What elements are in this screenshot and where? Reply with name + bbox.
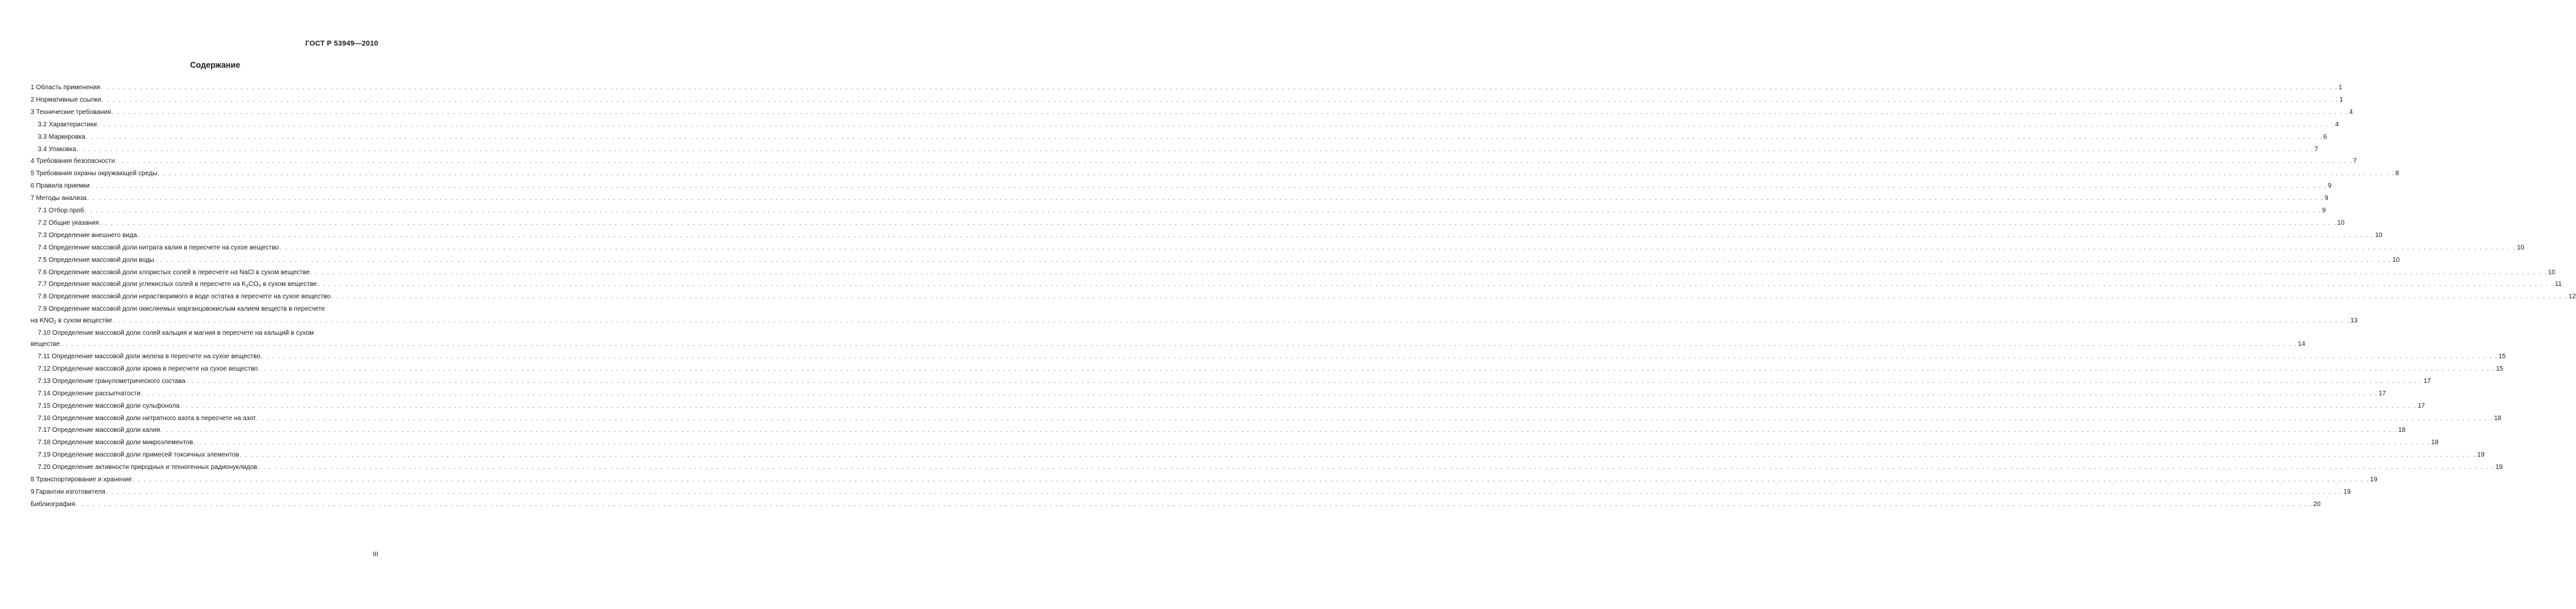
- toc-entry[interactable]: [38, 219, 2345, 227]
- toc-entry[interactable]: [38, 244, 2525, 252]
- toc-entry-title: 7.15 Определение массовой доли сульфонола: [38, 402, 180, 410]
- toc-entry[interactable]: [31, 329, 2305, 349]
- toc-entry-title: 7.5 Определение массовой доли воды: [38, 256, 154, 264]
- document-code: ГОСТ Р 53949—2010: [305, 40, 378, 48]
- dot-leader: . . . . . . . . . . . . . . . . . . . . . . . . . . . . . . . . . . . . . . . . . . . . . . . . . . . . . . . . . . . . . . . . . . . . . . . . . . . . . . . . . . . . . . . . . . . . . . . . . . . . . . . . . . . . . . . . . . . . . . . . . . . . . . . . . . . . . . . . . . . . . . . . . . . . . . . . . . . . . . . . . . . . . . . . . . . . . . . . . . . . . . . . . . . . . . . . . . . . . . . . . . . . . . . . . . . . . . . . . . . . . . . . . . . . . . . . . . . . . . . . . . . . . . . . . . . . . . . . . . . . . . . . . . . . . . . . . . . . . . . . . . . . . . . . . . . . . . . . . . . . . . . . . . . . . . . . . . . . . . . . . . . . . . . . . . . . . . . . . . . . . . . . . . . . . . . . . . . . . . . . . . . . . . . . . . . . . . . . . . . . . . . . . . . . . . . . . . . . . . . .: [331, 293, 2568, 300]
- toc-page-number: 1: [2339, 96, 2344, 104]
- toc-entry-title: 5 Требования охраны окружающей среды: [31, 170, 158, 178]
- toc-entry-title: 7.10 Определение массовой доли солей кальция и магния в пересчете на кальций в сухом: [38, 329, 314, 337]
- toc-page-number: 15: [2499, 353, 2506, 360]
- dot-leader: . . . . . . . . . . . . . . . . . . . . . . . . . . . . . . . . . . . . . . . . . . . . . . . . . . . . . . . . . . . . . . . . . . . . . . . . . . . . . . . . . . . . . . . . . . . . . . . . . . . . . . . . . . . . . . . . . . . . . . . . . . . . . . . . . . . . . . . . . . . . . . . . . . . . . . . . . . . . . . . . . . . . . . . . . . . . . . . . . . . . . . . . . . . . . . . . . . . . . . . . . . . . . . . . . . . . . . . . . . . . . . . . . . . . . . . . . . . . . . . . . . . . . . . . . . . . . . . . . . . . . . . . . . . . . . . . . . . . . . . . . . . . . . . . . . . . . . . . . . . . . . . . . . . . . . . . . . . . . . . . . . . . . . . . . . . . . . . . . . . . . . . . . . . . . . . . . . . . . . . . . . . . . . . . . . . . . . . . . . . . . . . . . . . . . . . . . . . . . . . .: [87, 195, 2324, 202]
- toc-page-number: 13: [2350, 317, 2358, 324]
- dot-leader: . . . . . . . . . . . . . . . . . . . . . . . . . . . . . . . . . . . . . . . . . . . . . . . . . . . . . . . . . . . . . . . . . . . . . . . . . . . . . . . . . . . . . . . . . . . . . . . . . . . . . . . . . . . . . . . . . . . . . . . . . . . . . . . . . . . . . . . . . . . . . . . . . . . . . . . . . . . . . . . . . . . . . . . . . . . . . . . . . . . . . . . . . . . . . . . . . . . . . . . . . . . . . . . . . . . . . . . . . . . . . . . . . . . . . . . . . . . . . . . . . . . . . . . . . . . . . . . . . . . . . . . . . . . . . . . . . . . . . . . . . . . . . . . . . . . . . . . . . . . . . . . . . . . . . . . . . . . . . . . . . . . . . . . . . . . . . . . . . . . . . . . . . . . . . . . . . . . . . . . . . . . . . . . . . . . . . . . . . . . . . . . . . . . . . . . . . . . . . . . .: [102, 96, 2339, 103]
- dot-leader: . . . . . . . . . . . . . . . . . . . . . . . . . . . . . . . . . . . . . . . . . . . . . . . . . . . . . . . . . . . . . . . . . . . . . . . . . . . . . . . . . . . . . . . . . . . . . . . . . . . . . . . . . . . . . . . . . . . . . . . . . . . . . . . . . . . . . . . . . . . . . . . . . . . . . . . . . . . . . . . . . . . . . . . . . . . . . . . . . . . . . . . . . . . . . . . . . . . . . . . . . . . . . . . . . . . . . . . . . . . . . . . . . . . . . . . . . . . . . . . . . . . . . . . . . . . . . . . . . . . . . . . . . . . . . . . . . . . . . . . . . . . . . . . . . . . . . . . . . . . . . . . . . . . . . . . . . . . . . . . . . . . . . . . . . . . . . . . . . . . . . . . . . . . . . . . . . . . . . . . . . . . . . . . . . . . . . . . . . . . . . . . . . . . . . . . . . . . . . . . .: [90, 182, 2327, 190]
- toc-page-number: 18: [2431, 439, 2439, 447]
- dot-leader: . . . . . . . . . . . . . . . . . . . . . . . . . . . . . . . . . . . . . . . . . . . . . . . . . . . . . . . . . . . . . . . . . . . . . . . . . . . . . . . . . . . . . . . . . . . . . . . . . . . . . . . . . . . . . . . . . . . . . . . . . . . . . . . . . . . . . . . . . . . . . . . . . . . . . . . . . . . . . . . . . . . . . . . . . . . . . . . . . . . . . . . . . . . . . . . . . . . . . . . . . . . . . . . . . . . . . . . . . . . . . . . . . . . . . . . . . . . . . . . . . . . . . . . . . . . . . . . . . . . . . . . . . . . . . . . . . . . . . . . . . . . . . . . . . . . . . . . . . . . . . . . . . . . . . . . . . . . . . . . . . . . . . . . . . . . . . . . . . . . . . . . . . . . . . . . . . . . . . . . . . . . . . . . . . . . . . . . . . . . . . . . . . . . . . . . . . . . . . . . .: [115, 158, 2353, 165]
- toc-page-number: 11: [2555, 281, 2562, 289]
- toc-entry[interactable]: [31, 96, 2344, 104]
- toc-entry-title: 7.1 Отбор проб: [38, 207, 84, 214]
- toc-entry[interactable]: [38, 438, 2439, 447]
- toc-page-number: 19: [2477, 451, 2485, 459]
- toc-entry[interactable]: [38, 352, 2506, 361]
- toc-entry-title: 7.6 Определение массовой доли хлористых солей в пересчете на NaCl в сухом веществе: [38, 268, 310, 276]
- toc-page-number: 18: [2494, 414, 2502, 422]
- dot-leader: . . . . . . . . . . . . . . . . . . . . . . . . . . . . . . . . . . . . . . . . . . . . . . . . . . . . . . . . . . . . . . . . . . . . . . . . . . . . . . . . . . . . . . . . . . . . . . . . . . . . . . . . . . . . . . . . . . . . . . . . . . . . . . . . . . . . . . . . . . . . . . . . . . . . . . . . . . . . . . . . . . . . . . . . . . . . . . . . . . . . . . . . . . . . . . . . . . . . . . . . . . . . . . . . . . . . . . . . . . . . . . . . . . . . . . . . . . . . . . . . . . . . . . . . . . . . . . . . . . . . . . . . . . . . . . . . . . . . . . . . . . . . . . . . . . . . . . . . . . . . . . . . . . . . . . . . . . . . . . . . . . . . . . . . . . . . . . . . . . . . . . . . . . . . . . . . . . . . . . . . . . . . . . . . . . . . . . . . . . . . . . . . . . . . . . . . . . . . . . . .: [84, 207, 2322, 214]
- toc-page-number: 20: [2313, 500, 2321, 508]
- toc-page-number: 17: [2423, 377, 2431, 385]
- dot-leader: . . . . . . . . . . . . . . . . . . . . . . . . . . . . . . . . . . . . . . . . . . . . . . . . . . . . . . . . . . . . . . . . . . . . . . . . . . . . . . . . . . . . . . . . . . . . . . . . . . . . . . . . . . . . . . . . . . . . . . . . . . . . . . . . . . . . . . . . . . . . . . . . . . . . . . . . . . . . . . . . . . . . . . . . . . . . . . . . . . . . . . . . . . . . . . . . . . . . . . . . . . . . . . . . . . . . . . . . . . . . . . . . . . . . . . . . . . . . . . . . . . . . . . . . . . . . . . . . . . . . . . . . . . . . . . . . . . . . . . . . . . . . . . . . . . . . . . . . . . . . . . . . . . . . . . . . . . . . . . . . . . . . . . . . . . . . . . . . . . . . . . . . . . . . . . . . . . . . . . . . . . . . . . . . . . . . . . . . . . . . . . . . . . . . . . . . . . . . . . . .: [180, 402, 2417, 409]
- dot-leader: . . . . . . . . . . . . . . . . . . . . . . . . . . . . . . . . . . . . . . . . . . . . . . . . . . . . . . . . . . . . . . . . . . . . . . . . . . . . . . . . . . . . . . . . . . . . . . . . . . . . . . . . . . . . . . . . . . . . . . . . . . . . . . . . . . . . . . . . . . . . . . . . . . . . . . . . . . . . . . . . . . . . . . . . . . . . . . . . . . . . . . . . . . . . . . . . . . . . . . . . . . . . . . . . . . . . . . . . . . . . . . . . . . . . . . . . . . . . . . . . . . . . . . . . . . . . . . . . . . . . . . . . . . . . . . . . . . . . . . . . . . . . . . . . . . . . . . . . . . . . . . . . . . . . . . . . . . . . . . . . . . . . . . . . . . . . . . . . . . . . . . . . . . . . . . . . . . . . . . . . . . . . . . . . . . . . . . . . . . . . . . . . . . . . . . . . . . . . . . . .: [100, 219, 2337, 226]
- toc-entry-title: 7.18 Определение массовой доли микроэлементов: [38, 439, 193, 447]
- toc-page-number: 9: [2324, 195, 2329, 203]
- toc-entry[interactable]: [38, 426, 2406, 434]
- dot-leader: . . . . . . . . . . . . . . . . . . . . . . . . . . . . . . . . . . . . . . . . . . . . . . . . . . . . . . . . . . . . . . . . . . . . . . . . . . . . . . . . . . . . . . . . . . . . . . . . . . . . . . . . . . . . . . . . . . . . . . . . . . . . . . . . . . . . . . . . . . . . . . . . . . . . . . . . . . . . . . . . . . . . . . . . . . . . . . . . . . . . . . . . . . . . . . . . . . . . . . . . . . . . . . . . . . . . . . . . . . . . . . . . . . . . . . . . . . . . . . . . . . . . . . . . . . . . . . . . . . . . . . . . . . . . . . . . . . . . . . . . . . . . . . . . . . . . . . . . . . . . . . . . . . . . . . . . . . . . . . . . . . . . . . . . . . . . . . . . . . . . . . . . . . . . . . . . . . . . . . . . . . . . . . . . . . . . . . . . . . . . . . . . . . . . . . . . . . . . . . . .: [279, 244, 2517, 251]
- toc-entry[interactable]: [38, 414, 2502, 423]
- toc-page-number: 9: [2327, 182, 2332, 190]
- toc-entry-title: 2 Нормативные ссылки: [31, 96, 102, 104]
- toc-entry-title-continued: веществе: [31, 341, 60, 348]
- toc-entry[interactable]: [31, 182, 2332, 190]
- page-number: III: [372, 551, 378, 558]
- toc-entry[interactable]: [31, 475, 2377, 484]
- toc-entry[interactable]: [31, 157, 2357, 165]
- toc-page-number: 1: [2338, 84, 2342, 91]
- toc-entry[interactable]: [38, 451, 2485, 459]
- toc-page-number: 10: [2337, 219, 2345, 227]
- toc-entry[interactable]: [31, 169, 2400, 178]
- dot-leader: . . . . . . . . . . . . . . . . . . . . . . . . . . . . . . . . . . . . . . . . . . . . . . . . . . . . . . . . . . . . . . . . . . . . . . . . . . . . . . . . . . . . . . . . . . . . . . . . . . . . . . . . . . . . . . . . . . . . . . . . . . . . . . . . . . . . . . . . . . . . . . . . . . . . . . . . . . . . . . . . . . . . . . . . . . . . . . . . . . . . . . . . . . . . . . . . . . . . . . . . . . . . . . . . . . . . . . . . . . . . . . . . . . . . . . . . . . . . . . . . . . . . . . . . . . . . . . . . . . . . . . . . . . . . . . . . . . . . . . . . . . . . . . . . . . . . . . . . . . . . . . . . . . . . . . . . . . . . . . . . . . . . . . . . . . . . . . . . . . . . . . . . . . . . . . . . . . . . . . . . . . . . . . . . . . . . . . . . . . . . . . . . . . . . . . . . . . . . . . . .: [160, 427, 2398, 434]
- toc-page-number: 17: [2417, 402, 2425, 410]
- toc-entry-title: 7 Методы анализа: [31, 195, 87, 203]
- dot-leader: . . . . . . . . . . . . . . . . . . . . . . . . . . . . . . . . . . . . . . . . . . . . . . . . . . . . . . . . . . . . . . . . . . . . . . . . . . . . . . . . . . . . . . . . . . . . . . . . . . . . . . . . . . . . . . . . . . . . . . . . . . . . . . . . . . . . . . . . . . . . . . . . . . . . . . . . . . . . . . . . . . . . . . . . . . . . . . . . . . . . . . . . . . . . . . . . . . . . . . . . . . . . . . . . . . . . . . . . . . . . . . . . . . . . . . . . . . . . . . . . . . . . . . . . . . . . . . . . . . . . . . . . . . . . . . . . . . . . . . . . . . . . . . . . . . . . . . . . . . . . . . . . . . . . . . . . . . . . . . . . . . . . . . . . . . . . . . . . . . . . . . . . . . . . . . . . . . . . . . . . . . . . . . . . . . . . . . . . . . . . . . . . . . . . . . . . . . . . . . . .: [193, 439, 2431, 446]
- toc-entry-title: 7.13 Определение гранулометрического состава: [38, 377, 186, 385]
- toc-page-number: 19: [2370, 476, 2377, 483]
- toc-entry[interactable]: [38, 365, 2504, 373]
- toc-entry[interactable]: [38, 280, 2562, 289]
- toc-entry[interactable]: [38, 389, 2386, 398]
- toc-entry-title: Библиография: [31, 500, 76, 508]
- dot-leader: . . . . . . . . . . . . . . . . . . . . . . . . . . . . . . . . . . . . . . . . . . . . . . . . . . . . . . . . . . . . . . . . . . . . . . . . . . . . . . . . . . . . . . . . . . . . . . . . . . . . . . . . . . . . . . . . . . . . . . . . . . . . . . . . . . . . . . . . . . . . . . . . . . . . . . . . . . . . . . . . . . . . . . . . . . . . . . . . . . . . . . . . . . . . . . . . . . . . . . . . . . . . . . . . . . . . . . . . . . . . . . . . . . . . . . . . . . . . . . . . . . . . . . . . . . . . . . . . . . . . . . . . . . . . . . . . . . . . . . . . . . . . . . . . . . . . . . . . . . . . . . . . . . . . . . . . . . . . . . . . . . . . . . . . . . . . . . . . . . . . . . . . . . . . . . . . . . . . . . . . . . . . . . . . . . . . . . . . . . . . . . . . . . . . . . . . . . . . . . . .: [310, 268, 2547, 276]
- toc-entry-title: 9 Гарантии изготовителя: [31, 488, 105, 496]
- toc-entry-title: 7.7 Определение массовой доли углекислых солей в пересчете на $K_2CO_3$ в сухом веществе: [38, 281, 317, 289]
- toc-entry-title: 7.9 Определение массовой доли окисляемых марганцовокислым калием веществ в пересчете: [38, 305, 325, 313]
- toc-page-number: 17: [2378, 389, 2386, 397]
- toc-entry[interactable]: [38, 292, 2576, 301]
- toc-entry[interactable]: [38, 120, 2339, 129]
- toc-entry[interactable]: [31, 194, 2329, 203]
- toc-page-number: 6: [2323, 133, 2327, 141]
- toc-entry[interactable]: [38, 256, 2400, 264]
- dot-leader: . . . . . . . . . . . . . . . . . . . . . . . . . . . . . . . . . . . . . . . . . . . . . . . . . . . . . . . . . . . . . . . . . . . . . . . . . . . . . . . . . . . . . . . . . . . . . . . . . . . . . . . . . . . . . . . . . . . . . . . . . . . . . . . . . . . . . . . . . . . . . . . . . . . . . . . . . . . . . . . . . . . . . . . . . . . . . . . . . . . . . . . . . . . . . . . . . . . . . . . . . . . . . . . . . . . . . . . . . . . . . . . . . . . . . . . . . . . . . . . . . . . . . . . . . . . . . . . . . . . . . . . . . . . . . . . . . . . . . . . . . . . . . . . . . . . . . . . . . . . . . . . . . . . . . . . . . . . . . . . . . . . . . . . . . . . . . . . . . . . . . . . . . . . . . . . . . . . . . . . . . . . . . . . . . . . . . . . . . . . . . . . . . . . . . . . . . . . . . . . .: [113, 317, 2350, 324]
- toc-page-number: 18: [2398, 427, 2406, 434]
- dot-leader: . . . . . . . . . . . . . . . . . . . . . . . . . . . . . . . . . . . . . . . . . . . . . . . . . . . . . . . . . . . . . . . . . . . . . . . . . . . . . . . . . . . . . . . . . . . . . . . . . . . . . . . . . . . . . . . . . . . . . . . . . . . . . . . . . . . . . . . . . . . . . . . . . . . . . . . . . . . . . . . . . . . . . . . . . . . . . . . . . . . . . . . . . . . . . . . . . . . . . . . . . . . . . . . . . . . . . . . . . . . . . . . . . . . . . . . . . . . . . . . . . . . . . . . . . . . . . . . . . . . . . . . . . . . . . . . . . . . . . . . . . . . . . . . . . . . . . . . . . . . . . . . . . . . . . . . . . . . . . . . . . . . . . . . . . . . . . . . . . . . . . . . . . . . . . . . . . . . . . . . . . . . . . . . . . . . . . . . . . . . . . . . . . . . . . . . . . . . . . . . .: [85, 133, 2323, 140]
- toc-entry-title: 7.2 Общие указания: [38, 219, 100, 227]
- toc-page-number: 7: [2314, 145, 2318, 153]
- toc-entry-title: 3.3 Маркировка: [38, 133, 85, 141]
- toc-entry[interactable]: [38, 377, 2431, 386]
- toc-entry-title: 7.3 Определение внешнего вида: [38, 231, 137, 239]
- toc-page-number: 8: [2395, 170, 2400, 178]
- toc-page-number: 7: [2353, 158, 2357, 165]
- toc-entry-title: 3 Технические требования: [31, 108, 111, 116]
- dot-leader: . . . . . . . . . . . . . . . . . . . . . . . . . . . . . . . . . . . . . . . . . . . . . . . . . . . . . . . . . . . . . . . . . . . . . . . . . . . . . . . . . . . . . . . . . . . . . . . . . . . . . . . . . . . . . . . . . . . . . . . . . . . . . . . . . . . . . . . . . . . . . . . . . . . . . . . . . . . . . . . . . . . . . . . . . . . . . . . . . . . . . . . . . . . . . . . . . . . . . . . . . . . . . . . . . . . . . . . . . . . . . . . . . . . . . . . . . . . . . . . . . . . . . . . . . . . . . . . . . . . . . . . . . . . . . . . . . . . . . . . . . . . . . . . . . . . . . . . . . . . . . . . . . . . . . . . . . . . . . . . . . . . . . . . . . . . . . . . . . . . . . . . . . . . . . . . . . . . . . . . . . . . . . . . . . . . . . . . . . . . . . . . . . . . . . . . . . . . . . . . .: [186, 377, 2423, 384]
- dot-leader: . . . . . . . . . . . . . . . . . . . . . . . . . . . . . . . . . . . . . . . . . . . . . . . . . . . . . . . . . . . . . . . . . . . . . . . . . . . . . . . . . . . . . . . . . . . . . . . . . . . . . . . . . . . . . . . . . . . . . . . . . . . . . . . . . . . . . . . . . . . . . . . . . . . . . . . . . . . . . . . . . . . . . . . . . . . . . . . . . . . . . . . . . . . . . . . . . . . . . . . . . . . . . . . . . . . . . . . . . . . . . . . . . . . . . . . . . . . . . . . . . . . . . . . . . . . . . . . . . . . . . . . . . . . . . . . . . . . . . . . . . . . . . . . . . . . . . . . . . . . . . . . . . . . . . . . . . . . . . . . . . . . . . . . . . . . . . . . . . . . . . . . . . . . . . . . . . . . . . . . . . . . . . . . . . . . . . . . . . . . . . . . . . . . . . . . . . . . . . . . .: [105, 488, 2343, 495]
- dot-leader: . . . . . . . . . . . . . . . . . . . . . . . . . . . . . . . . . . . . . . . . . . . . . . . . . . . . . . . . . . . . . . . . . . . . . . . . . . . . . . . . . . . . . . . . . . . . . . . . . . . . . . . . . . . . . . . . . . . . . . . . . . . . . . . . . . . . . . . . . . . . . . . . . . . . . . . . . . . . . . . . . . . . . . . . . . . . . . . . . . . . . . . . . . . . . . . . . . . . . . . . . . . . . . . . . . . . . . . . . . . . . . . . . . . . . . . . . . . . . . . . . . . . . . . . . . . . . . . . . . . . . . . . . . . . . . . . . . . . . . . . . . . . . . . . . . . . . . . . . . . . . . . . . . . . . . . . . . . . . . . . . . . . . . . . . . . . . . . . . . . . . . . . . . . . . . . . . . . . . . . . . . . . . . . . . . . . . . . . . . . . . . . . . . . . . . . . . . . . . . . .: [240, 451, 2477, 459]
- dot-leader: . . . . . . . . . . . . . . . . . . . . . . . . . . . . . . . . . . . . . . . . . . . . . . . . . . . . . . . . . . . . . . . . . . . . . . . . . . . . . . . . . . . . . . . . . . . . . . . . . . . . . . . . . . . . . . . . . . . . . . . . . . . . . . . . . . . . . . . . . . . . . . . . . . . . . . . . . . . . . . . . . . . . . . . . . . . . . . . . . . . . . . . . . . . . . . . . . . . . . . . . . . . . . . . . . . . . . . . . . . . . . . . . . . . . . . . . . . . . . . . . . . . . . . . . . . . . . . . . . . . . . . . . . . . . . . . . . . . . . . . . . . . . . . . . . . . . . . . . . . . . . . . . . . . . . . . . . . . . . . . . . . . . . . . . . . . . . . . . . . . . . . . . . . . . . . . . . . . . . . . . . . . . . . . . . . . . . . . . . . . . . . . . . . . . . . . . . . . . . . . .: [100, 84, 2338, 91]
- dot-leader: . . . . . . . . . . . . . . . . . . . . . . . . . . . . . . . . . . . . . . . . . . . . . . . . . . . . . . . . . . . . . . . . . . . . . . . . . . . . . . . . . . . . . . . . . . . . . . . . . . . . . . . . . . . . . . . . . . . . . . . . . . . . . . . . . . . . . . . . . . . . . . . . . . . . . . . . . . . . . . . . . . . . . . . . . . . . . . . . . . . . . . . . . . . . . . . . . . . . . . . . . . . . . . . . . . . . . . . . . . . . . . . . . . . . . . . . . . . . . . . . . . . . . . . . . . . . . . . . . . . . . . . . . . . . . . . . . . . . . . . . . . . . . . . . . . . . . . . . . . . . . . . . . . . . . . . . . . . . . . . . . . . . . . . . . . . . . . . . . . . . . . . . . . . . . . . . . . . . . . . . . . . . . . . . . . . . . . . . . . . . . . . . . . . . . . . . . . . . . . . .: [60, 341, 2297, 348]
- dot-leader: . . . . . . . . . . . . . . . . . . . . . . . . . . . . . . . . . . . . . . . . . . . . . . . . . . . . . . . . . . . . . . . . . . . . . . . . . . . . . . . . . . . . . . . . . . . . . . . . . . . . . . . . . . . . . . . . . . . . . . . . . . . . . . . . . . . . . . . . . . . . . . . . . . . . . . . . . . . . . . . . . . . . . . . . . . . . . . . . . . . . . . . . . . . . . . . . . . . . . . . . . . . . . . . . . . . . . . . . . . . . . . . . . . . . . . . . . . . . . . . . . . . . . . . . . . . . . . . . . . . . . . . . . . . . . . . . . . . . . . . . . . . . . . . . . . . . . . . . . . . . . . . . . . . . . . . . . . . . . . . . . . . . . . . . . . . . . . . . . . . . . . . . . . . . . . . . . . . . . . . . . . . . . . . . . . . . . . . . . . . . . . . . . . . . . . . . . . . . . . . .: [256, 414, 2494, 421]
- toc-entry[interactable]: [38, 231, 2383, 240]
- toc-entry-title: 7.20 Определение активности природных и техногенных радионуклидов: [38, 464, 258, 472]
- dot-leader: . . . . . . . . . . . . . . . . . . . . . . . . . . . . . . . . . . . . . . . . . . . . . . . . . . . . . . . . . . . . . . . . . . . . . . . . . . . . . . . . . . . . . . . . . . . . . . . . . . . . . . . . . . . . . . . . . . . . . . . . . . . . . . . . . . . . . . . . . . . . . . . . . . . . . . . . . . . . . . . . . . . . . . . . . . . . . . . . . . . . . . . . . . . . . . . . . . . . . . . . . . . . . . . . . . . . . . . . . . . . . . . . . . . . . . . . . . . . . . . . . . . . . . . . . . . . . . . . . . . . . . . . . . . . . . . . . . . . . . . . . . . . . . . . . . . . . . . . . . . . . . . . . . . . . . . . . . . . . . . . . . . . . . . . . . . . . . . . . . . . . . . . . . . . . . . . . . . . . . . . . . . . . . . . . . . . . . . . . . . . . . . . . . . . . . . . . . . . . . . .: [137, 231, 2375, 238]
- toc-entry[interactable]: [38, 463, 2503, 472]
- toc-page-number: 14: [2297, 341, 2305, 348]
- toc-entry-title: 7.12 Определение массовой доли хрома в пересчете на сухое вещество: [38, 365, 258, 373]
- toc-entry[interactable]: [31, 83, 2342, 92]
- dot-leader: . . . . . . . . . . . . . . . . . . . . . . . . . . . . . . . . . . . . . . . . . . . . . . . . . . . . . . . . . . . . . . . . . . . . . . . . . . . . . . . . . . . . . . . . . . . . . . . . . . . . . . . . . . . . . . . . . . . . . . . . . . . . . . . . . . . . . . . . . . . . . . . . . . . . . . . . . . . . . . . . . . . . . . . . . . . . . . . . . . . . . . . . . . . . . . . . . . . . . . . . . . . . . . . . . . . . . . . . . . . . . . . . . . . . . . . . . . . . . . . . . . . . . . . . . . . . . . . . . . . . . . . . . . . . . . . . . . . . . . . . . . . . . . . . . . . . . . . . . . . . . . . . . . . . . . . . . . . . . . . . . . . . . . . . . . . . . . . . . . . . . . . . . . . . . . . . . . . . . . . . . . . . . . . . . . . . . . . . . . . . . . . . . . . . . . . . . . . . . . . .: [77, 145, 2314, 152]
- dot-leader: . . . . . . . . . . . . . . . . . . . . . . . . . . . . . . . . . . . . . . . . . . . . . . . . . . . . . . . . . . . . . . . . . . . . . . . . . . . . . . . . . . . . . . . . . . . . . . . . . . . . . . . . . . . . . . . . . . . . . . . . . . . . . . . . . . . . . . . . . . . . . . . . . . . . . . . . . . . . . . . . . . . . . . . . . . . . . . . . . . . . . . . . . . . . . . . . . . . . . . . . . . . . . . . . . . . . . . . . . . . . . . . . . . . . . . . . . . . . . . . . . . . . . . . . . . . . . . . . . . . . . . . . . . . . . . . . . . . . . . . . . . . . . . . . . . . . . . . . . . . . . . . . . . . . . . . . . . . . . . . . . . . . . . . . . . . . . . . . . . . . . . . . . . . . . . . . . . . . . . . . . . . . . . . . . . . . . . . . . . . . . . . . . . . . . . . . . . . . . . . .: [154, 256, 2392, 263]
- toc-page-number: 9: [2322, 207, 2326, 214]
- dot-leader: . . . . . . . . . . . . . . . . . . . . . . . . . . . . . . . . . . . . . . . . . . . . . . . . . . . . . . . . . . . . . . . . . . . . . . . . . . . . . . . . . . . . . . . . . . . . . . . . . . . . . . . . . . . . . . . . . . . . . . . . . . . . . . . . . . . . . . . . . . . . . . . . . . . . . . . . . . . . . . . . . . . . . . . . . . . . . . . . . . . . . . . . . . . . . . . . . . . . . . . . . . . . . . . . . . . . . . . . . . . . . . . . . . . . . . . . . . . . . . . . . . . . . . . . . . . . . . . . . . . . . . . . . . . . . . . . . . . . . . . . . . . . . . . . . . . . . . . . . . . . . . . . . . . . . . . . . . . . . . . . . . . . . . . . . . . . . . . . . . . . . . . . . . . . . . . . . . . . . . . . . . . . . . . . . . . . . . . . . . . . . . . . . . . . . . . . . . . . . . . .: [141, 389, 2378, 397]
- dot-leader: . . . . . . . . . . . . . . . . . . . . . . . . . . . . . . . . . . . . . . . . . . . . . . . . . . . . . . . . . . . . . . . . . . . . . . . . . . . . . . . . . . . . . . . . . . . . . . . . . . . . . . . . . . . . . . . . . . . . . . . . . . . . . . . . . . . . . . . . . . . . . . . . . . . . . . . . . . . . . . . . . . . . . . . . . . . . . . . . . . . . . . . . . . . . . . . . . . . . . . . . . . . . . . . . . . . . . . . . . . . . . . . . . . . . . . . . . . . . . . . . . . . . . . . . . . . . . . . . . . . . . . . . . . . . . . . . . . . . . . . . . . . . . . . . . . . . . . . . . . . . . . . . . . . . . . . . . . . . . . . . . . . . . . . . . . . . . . . . . . . . . . . . . . . . . . . . . . . . . . . . . . . . . . . . . . . . . . . . . . . . . . . . . . . . . . . . . . . . . . . .: [132, 476, 2370, 483]
- toc-entry-title: 6 Правила приемки: [31, 182, 90, 190]
- toc-entry-title: 8 Транспортирование и хранение: [31, 476, 132, 483]
- toc-page-number: 10: [2547, 268, 2556, 276]
- toc-page-number: 12: [2568, 293, 2576, 301]
- dot-leader: . . . . . . . . . . . . . . . . . . . . . . . . . . . . . . . . . . . . . . . . . . . . . . . . . . . . . . . . . . . . . . . . . . . . . . . . . . . . . . . . . . . . . . . . . . . . . . . . . . . . . . . . . . . . . . . . . . . . . . . . . . . . . . . . . . . . . . . . . . . . . . . . . . . . . . . . . . . . . . . . . . . . . . . . . . . . . . . . . . . . . . . . . . . . . . . . . . . . . . . . . . . . . . . . . . . . . . . . . . . . . . . . . . . . . . . . . . . . . . . . . . . . . . . . . . . . . . . . . . . . . . . . . . . . . . . . . . . . . . . . . . . . . . . . . . . . . . . . . . . . . . . . . . . . . . . . . . . . . . . . . . . . . . . . . . . . . . . . . . . . . . . . . . . . . . . . . . . . . . . . . . . . . . . . . . . . . . . . . . . . . . . . . . . . . . . . . . . . . . . .: [111, 108, 2349, 115]
- dot-leader: . . . . . . . . . . . . . . . . . . . . . . . . . . . . . . . . . . . . . . . . . . . . . . . . . . . . . . . . . . . . . . . . . . . . . . . . . . . . . . . . . . . . . . . . . . . . . . . . . . . . . . . . . . . . . . . . . . . . . . . . . . . . . . . . . . . . . . . . . . . . . . . . . . . . . . . . . . . . . . . . . . . . . . . . . . . . . . . . . . . . . . . . . . . . . . . . . . . . . . . . . . . . . . . . . . . . . . . . . . . . . . . . . . . . . . . . . . . . . . . . . . . . . . . . . . . . . . . . . . . . . . . . . . . . . . . . . . . . . . . . . . . . . . . . . . . . . . . . . . . . . . . . . . . . . . . . . . . . . . . . . . . . . . . . . . . . . . . . . . . . . . . . . . . . . . . . . . . . . . . . . . . . . . . . . . . . . . . . . . . . . . . . . . . . . . . . . . . . . . . .: [158, 170, 2395, 177]
- toc-entry-title: 4 Требования безопасности: [31, 158, 115, 165]
- toc-page-number: 15: [2496, 365, 2504, 373]
- toc-entry[interactable]: [31, 488, 2351, 496]
- toc-title: Содержание: [189, 61, 240, 70]
- toc-page-number: 19: [2343, 488, 2351, 496]
- toc-entry-title: 1 Область применения: [31, 84, 100, 91]
- toc-entry-title: 7.14 Определение рассыпчатости: [38, 389, 141, 397]
- toc-entry-title-continued: на $KNO_2$ в сухом веществе: [31, 317, 113, 325]
- toc-page-number: 10: [2375, 231, 2383, 239]
- dot-leader: . . . . . . . . . . . . . . . . . . . . . . . . . . . . . . . . . . . . . . . . . . . . . . . . . . . . . . . . . . . . . . . . . . . . . . . . . . . . . . . . . . . . . . . . . . . . . . . . . . . . . . . . . . . . . . . . . . . . . . . . . . . . . . . . . . . . . . . . . . . . . . . . . . . . . . . . . . . . . . . . . . . . . . . . . . . . . . . . . . . . . . . . . . . . . . . . . . . . . . . . . . . . . . . . . . . . . . . . . . . . . . . . . . . . . . . . . . . . . . . . . . . . . . . . . . . . . . . . . . . . . . . . . . . . . . . . . . . . . . . . . . . . . . . . . . . . . . . . . . . . . . . . . . . . . . . . . . . . . . . . . . . . . . . . . . . . . . . . . . . . . . . . . . . . . . . . . . . . . . . . . . . . . . . . . . . . . . . . . . . . . . . . . . . . . . . . . . . . . . . .: [317, 281, 2555, 288]
- toc-entry[interactable]: [38, 206, 2326, 215]
- toc-entry-title: 7.11 Определение массовой доли железа в пересчете на сухое вещество: [38, 353, 260, 360]
- dot-leader: . . . . . . . . . . . . . . . . . . . . . . . . . . . . . . . . . . . . . . . . . . . . . . . . . . . . . . . . . . . . . . . . . . . . . . . . . . . . . . . . . . . . . . . . . . . . . . . . . . . . . . . . . . . . . . . . . . . . . . . . . . . . . . . . . . . . . . . . . . . . . . . . . . . . . . . . . . . . . . . . . . . . . . . . . . . . . . . . . . . . . . . . . . . . . . . . . . . . . . . . . . . . . . . . . . . . . . . . . . . . . . . . . . . . . . . . . . . . . . . . . . . . . . . . . . . . . . . . . . . . . . . . . . . . . . . . . . . . . . . . . . . . . . . . . . . . . . . . . . . . . . . . . . . . . . . . . . . . . . . . . . . . . . . . . . . . . . . . . . . . . . . . . . . . . . . . . . . . . . . . . . . . . . . . . . . . . . . . . . . . . . . . . . . . . . . . . . . . . . . .: [260, 353, 2498, 360]
- dot-leader: . . . . . . . . . . . . . . . . . . . . . . . . . . . . . . . . . . . . . . . . . . . . . . . . . . . . . . . . . . . . . . . . . . . . . . . . . . . . . . . . . . . . . . . . . . . . . . . . . . . . . . . . . . . . . . . . . . . . . . . . . . . . . . . . . . . . . . . . . . . . . . . . . . . . . . . . . . . . . . . . . . . . . . . . . . . . . . . . . . . . . . . . . . . . . . . . . . . . . . . . . . . . . . . . . . . . . . . . . . . . . . . . . . . . . . . . . . . . . . . . . . . . . . . . . . . . . . . . . . . . . . . . . . . . . . . . . . . . . . . . . . . . . . . . . . . . . . . . . . . . . . . . . . . . . . . . . . . . . . . . . . . . . . . . . . . . . . . . . . . . . . . . . . . . . . . . . . . . . . . . . . . . . . . . . . . . . . . . . . . . . . . . . . . . . . . . . . . . . . . .: [258, 464, 2495, 471]
- toc-entry[interactable]: [31, 500, 2321, 509]
- toc-page-number: 10: [2392, 256, 2400, 264]
- toc-entry-title: 3.4 Упаковка: [38, 145, 77, 153]
- toc-entry[interactable]: [38, 402, 2425, 410]
- toc-page-number: 10: [2517, 244, 2525, 251]
- toc-page-number: 4: [2334, 120, 2339, 128]
- dot-leader: . . . . . . . . . . . . . . . . . . . . . . . . . . . . . . . . . . . . . . . . . . . . . . . . . . . . . . . . . . . . . . . . . . . . . . . . . . . . . . . . . . . . . . . . . . . . . . . . . . . . . . . . . . . . . . . . . . . . . . . . . . . . . . . . . . . . . . . . . . . . . . . . . . . . . . . . . . . . . . . . . . . . . . . . . . . . . . . . . . . . . . . . . . . . . . . . . . . . . . . . . . . . . . . . . . . . . . . . . . . . . . . . . . . . . . . . . . . . . . . . . . . . . . . . . . . . . . . . . . . . . . . . . . . . . . . . . . . . . . . . . . . . . . . . . . . . . . . . . . . . . . . . . . . . . . . . . . . . . . . . . . . . . . . . . . . . . . . . . . . . . . . . . . . . . . . . . . . . . . . . . . . . . . . . . . . . . . . . . . . . . . . . . . . . . . . . . . . . . . . .: [258, 365, 2496, 372]
- toc-entry[interactable]: [38, 268, 2556, 277]
- dot-leader: . . . . . . . . . . . . . . . . . . . . . . . . . . . . . . . . . . . . . . . . . . . . . . . . . . . . . . . . . . . . . . . . . . . . . . . . . . . . . . . . . . . . . . . . . . . . . . . . . . . . . . . . . . . . . . . . . . . . . . . . . . . . . . . . . . . . . . . . . . . . . . . . . . . . . . . . . . . . . . . . . . . . . . . . . . . . . . . . . . . . . . . . . . . . . . . . . . . . . . . . . . . . . . . . . . . . . . . . . . . . . . . . . . . . . . . . . . . . . . . . . . . . . . . . . . . . . . . . . . . . . . . . . . . . . . . . . . . . . . . . . . . . . . . . . . . . . . . . . . . . . . . . . . . . . . . . . . . . . . . . . . . . . . . . . . . . . . . . . . . . . . . . . . . . . . . . . . . . . . . . . . . . . . . . . . . . . . . . . . . . . . . . . . . . . . . . . . . . . . . .: [97, 120, 2334, 128]
- toc-entry-title: 7.4 Определение массовой доли нитрата калия в пересчете на сухое вещество: [38, 244, 279, 251]
- toc-entry[interactable]: [38, 133, 2327, 141]
- toc-entry-title: 3.2 Характеристики: [38, 120, 97, 128]
- toc-entry-title: 7.19 Определение массовой доли примесей токсичных элементов: [38, 451, 240, 459]
- toc-entry-title: 7.8 Определение массовой доли нерастворимого в воде остатка в пересчете на сухое вещество: [38, 293, 331, 301]
- toc-entry-title: 7.16 Определение массовой доли нитратного азота в пересчете на азот: [38, 414, 256, 422]
- toc-entry[interactable]: [38, 145, 2318, 154]
- toc-entry-title: 7.17 Определение массовой доли калия: [38, 427, 160, 434]
- dot-leader: . . . . . . . . . . . . . . . . . . . . . . . . . . . . . . . . . . . . . . . . . . . . . . . . . . . . . . . . . . . . . . . . . . . . . . . . . . . . . . . . . . . . . . . . . . . . . . . . . . . . . . . . . . . . . . . . . . . . . . . . . . . . . . . . . . . . . . . . . . . . . . . . . . . . . . . . . . . . . . . . . . . . . . . . . . . . . . . . . . . . . . . . . . . . . . . . . . . . . . . . . . . . . . . . . . . . . . . . . . . . . . . . . . . . . . . . . . . . . . . . . . . . . . . . . . . . . . . . . . . . . . . . . . . . . . . . . . . . . . . . . . . . . . . . . . . . . . . . . . . . . . . . . . . . . . . . . . . . . . . . . . . . . . . . . . . . . . . . . . . . . . . . . . . . . . . . . . . . . . . . . . . . . . . . . . . . . . . . . . . . . . . . . . . . . . . . . . . . . . . .: [76, 500, 2313, 507]
- toc-page-number: 19: [2495, 464, 2503, 472]
- toc-page-number: 4: [2349, 108, 2353, 116]
- toc-entry[interactable]: [31, 305, 2358, 325]
- toc-entry[interactable]: [31, 108, 2353, 117]
